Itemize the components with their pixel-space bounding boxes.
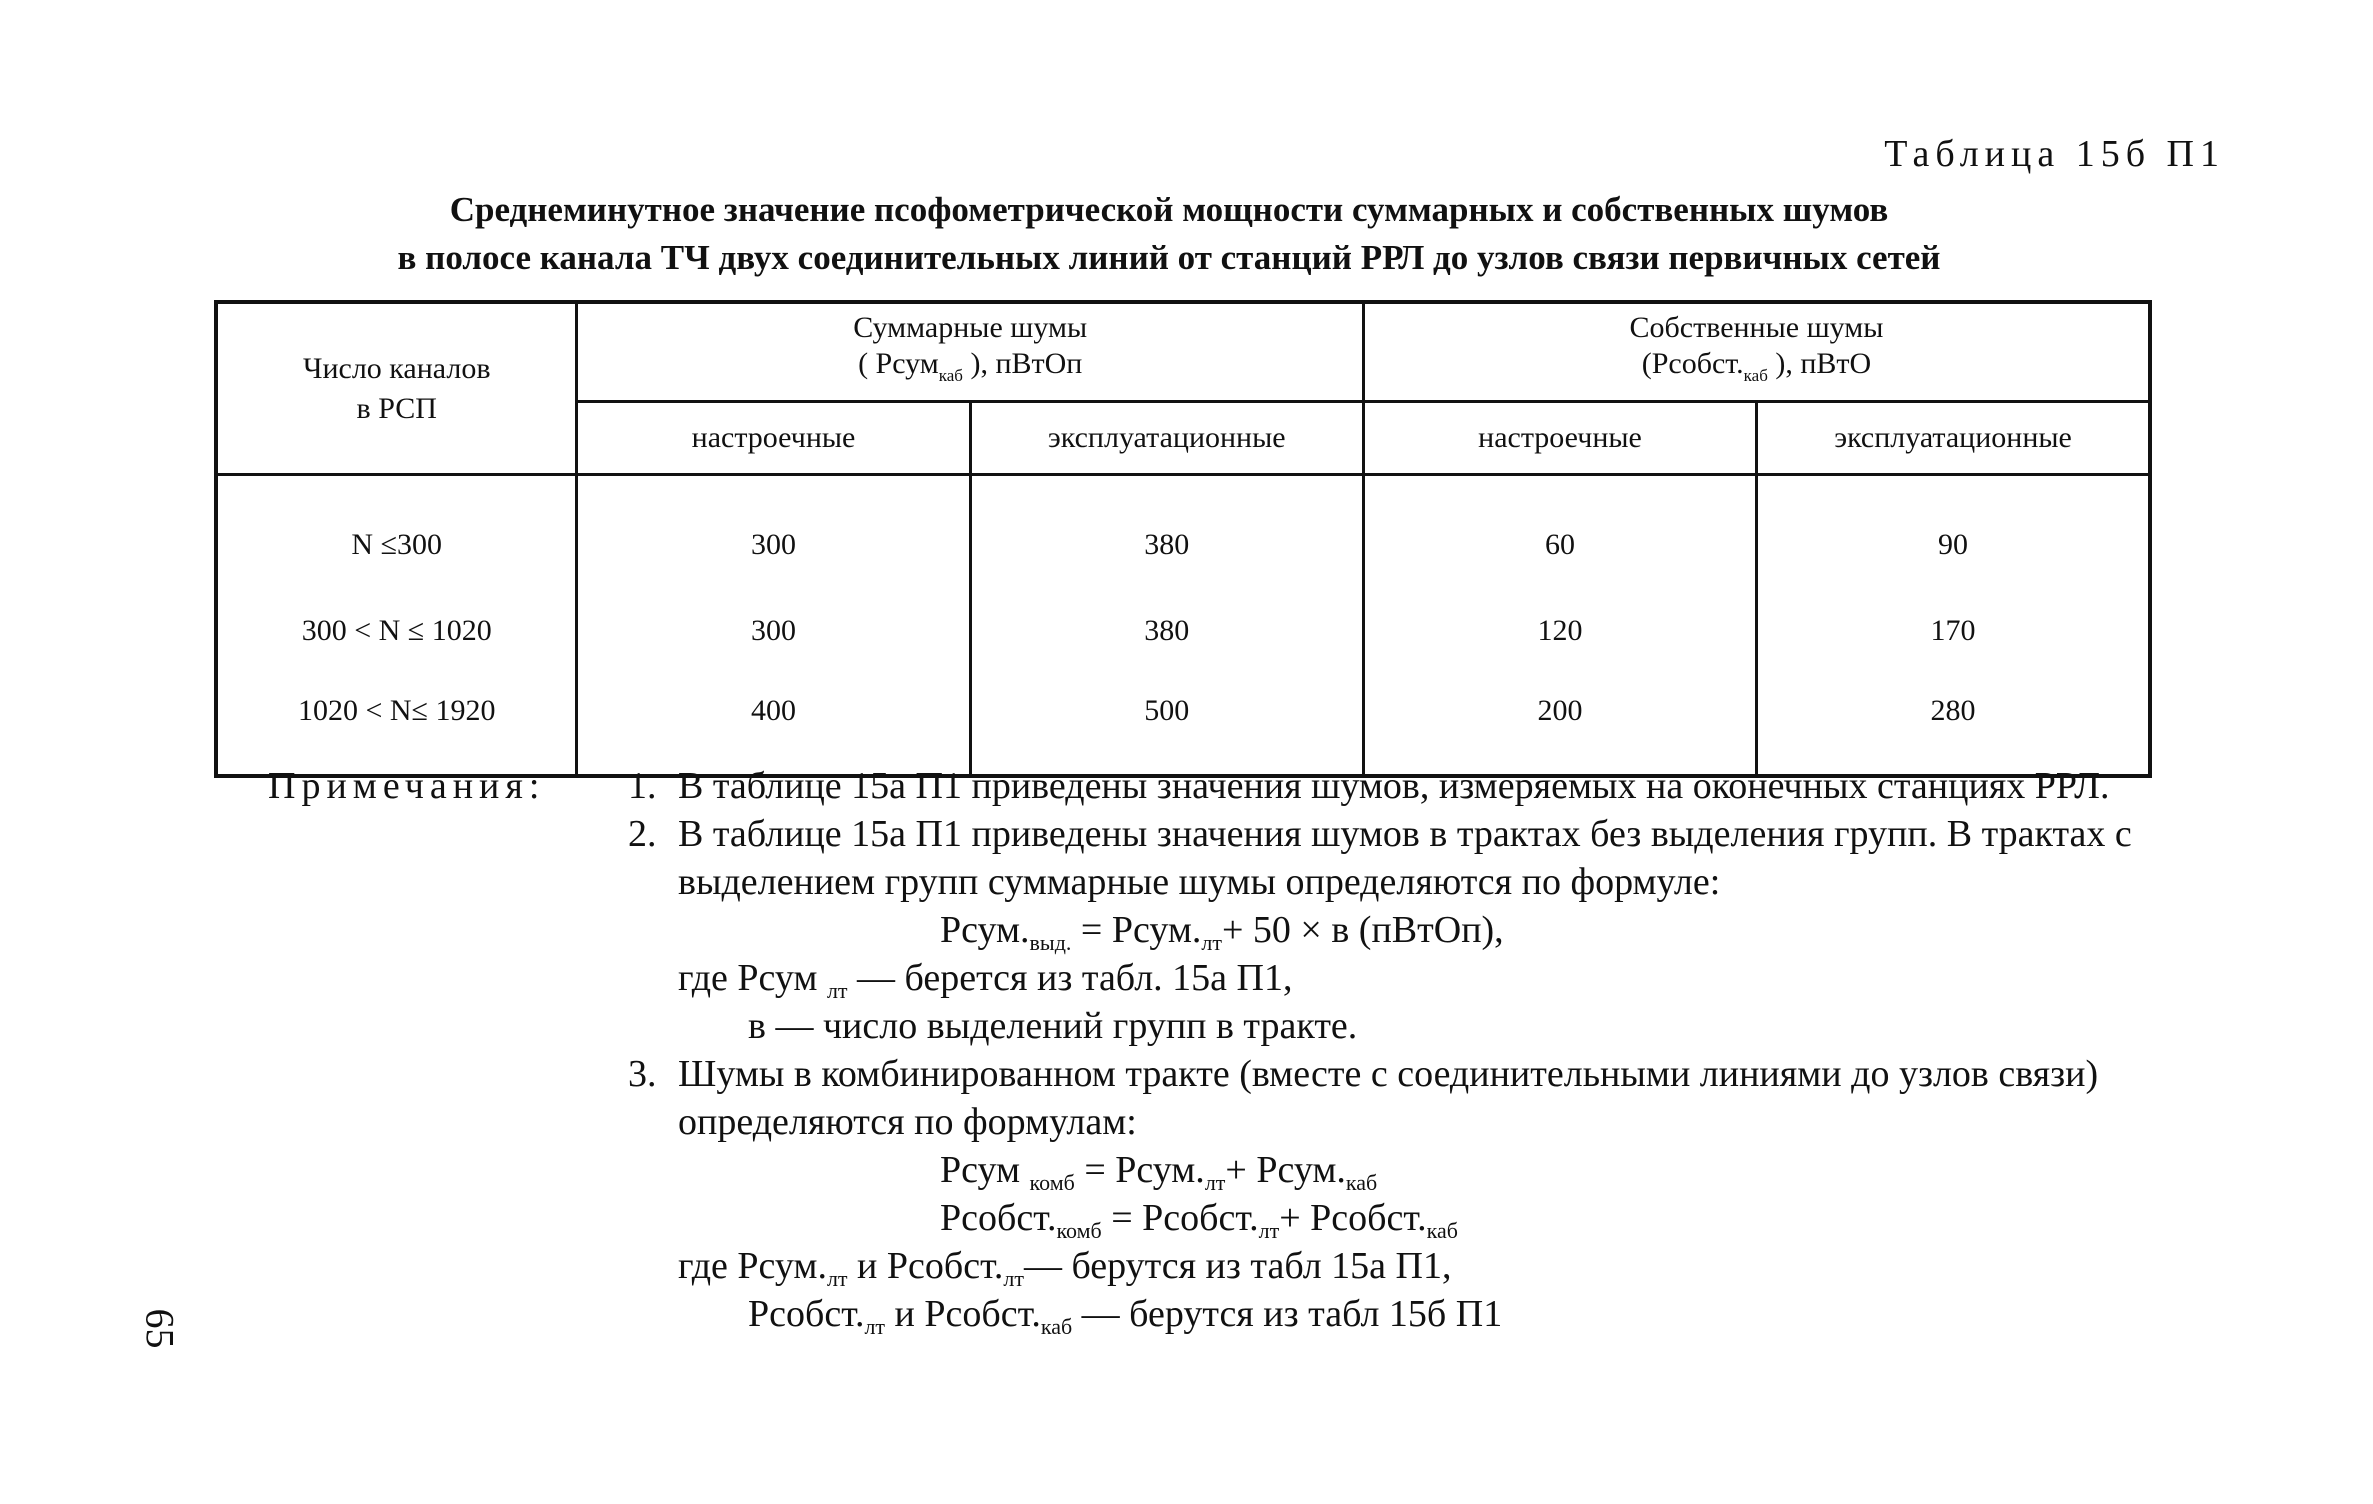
page-number: 65 (137, 1308, 183, 1349)
note-text: Шумы в комбинированном тракте (вместе с соединительными линиями до узлов связи) (678, 1053, 2099, 1095)
formula-part: + Рсум. (1225, 1149, 1346, 1191)
table-row (216, 475, 2150, 595)
total-noise-unit-post: ), пВтОп (962, 347, 1083, 380)
value-cell: 400 (577, 668, 970, 776)
formula-subscript: каб (1345, 1170, 1378, 1195)
table-header-row-1 (216, 302, 2150, 402)
own-noise-unit (1375, 346, 2138, 394)
formula-combined-total (628, 1146, 2234, 1194)
formula-subscript: выд. (1029, 930, 1072, 955)
total-noise-header (577, 302, 1364, 402)
subheader-own-operational: эксплуатационные (1757, 402, 2150, 475)
note-2-continued: выделением групп суммарные шумы определяются по формуле: (678, 861, 1721, 903)
value-cell: 300 (577, 594, 970, 668)
formula-part: — берутся из табл 15а П1, (1023, 1245, 1452, 1287)
formula-selected-groups (628, 906, 2234, 954)
note-3 (628, 1050, 2234, 1098)
value-cell: 200 (1363, 668, 1756, 776)
formula-part: — берутся из табл 15б П1 (1072, 1293, 1503, 1335)
formula-part: и Рсобст. (847, 1245, 1004, 1287)
formula-subscript: лт (826, 1266, 848, 1291)
channel-count-cell: N ≤300 (216, 475, 577, 595)
formula-subscript: комб (1056, 1218, 1102, 1243)
channel-count-cell: 300 < N ≤ 1020 (216, 594, 577, 668)
value-cell: 380 (970, 594, 1363, 668)
note-number: 3. (628, 1053, 657, 1095)
title-line-2: в полосе канала ТЧ двух соединительных линий от станций РРЛ до узлов связи первичных сетей (397, 238, 1941, 277)
own-noise-title: Собственные шумы (1629, 311, 1884, 344)
formula-subscript: комб (1029, 1170, 1075, 1195)
total-noise-unit (588, 346, 1352, 394)
value-cell: 280 (1757, 668, 2150, 776)
formula-part: + 50 × в (пВтОп), (1222, 909, 1504, 951)
subheader-own-setup: настроечные (1363, 402, 1756, 475)
value-cell: 500 (970, 668, 1363, 776)
formula-subscript: каб (1426, 1218, 1458, 1243)
value-cell: 60 (1363, 475, 1756, 595)
formula-subscript: лт (1003, 1266, 1024, 1291)
formula-combined-own (628, 1194, 2234, 1242)
formula-subscript: лт (1204, 1170, 1226, 1195)
formula-subscript: лт (864, 1314, 886, 1339)
note-text: В таблице 15а П1 приведены значения шумов, измеряемых на оконечных станциях РРЛ. (678, 765, 2110, 807)
table-title (214, 186, 2124, 282)
formula-part: + Рсобст. (1279, 1197, 1427, 1239)
own-noise-unit-post: ), пВтО (1767, 347, 1872, 380)
formula-part: Рсум (940, 1149, 1030, 1191)
note-text: В таблице 15а П1 приведены значения шумов в трактах без выделения групп. В трактах с (678, 813, 2132, 855)
channel-count-cell: 1020 < N≤ 1920 (216, 668, 577, 776)
subheader-total-operational: эксплуатационные (970, 402, 1363, 475)
where-line-1 (628, 954, 2234, 1002)
where-line-2: в — число выделений групп в тракте. (748, 1005, 1358, 1047)
formula-part: где Рсум. (678, 1245, 827, 1287)
value-cell: 90 (1757, 475, 2150, 595)
where-line-3 (628, 1242, 2234, 1290)
formula-part: = Рсум. (1074, 1149, 1205, 1191)
formula-subscript: каб (1040, 1314, 1073, 1339)
channel-count-header-line-2: в РСП (356, 391, 437, 425)
total-noise-title: Суммарные шумы (853, 311, 1088, 344)
table-row (216, 594, 2150, 668)
formula-subscript: лт (1258, 1218, 1280, 1243)
value-cell: 170 (1757, 594, 2150, 668)
note-2 (628, 810, 2234, 858)
own-noise-unit-sub: каб (1743, 366, 1768, 385)
formula-part: = Рсобст. (1101, 1197, 1259, 1239)
where-line-4 (628, 1290, 2234, 1338)
formula-part: Рсобст. (940, 1197, 1057, 1239)
title-line-1: Среднеминутное значение псофометрической мощности суммарных и собственных шумов (449, 190, 1889, 229)
subheader-total-setup: настроечные (577, 402, 970, 475)
formula-part: — берется из табл. 15а П1, (847, 957, 1293, 999)
formula-part: где Рсум (678, 957, 827, 999)
channel-count-header (216, 302, 577, 475)
value-cell: 300 (577, 475, 970, 595)
noise-table (214, 300, 2152, 778)
formula-part: = Рсум. (1071, 909, 1202, 951)
notes-block (628, 762, 2234, 1338)
table-row (216, 668, 2150, 776)
formula-part: Рсум. (940, 909, 1030, 951)
own-noise-header (1363, 302, 2150, 402)
formula-subscript: лт (826, 978, 848, 1003)
own-noise-unit-pre: (Рсобст. (1641, 347, 1744, 380)
value-cell: 380 (970, 475, 1363, 595)
note-1 (628, 762, 2234, 810)
formula-part: и Рсобст. (885, 1293, 1041, 1335)
total-noise-unit-sub: каб (938, 366, 963, 385)
formula-part: Рсобст. (748, 1293, 865, 1335)
channel-count-header-line-1: Число каналов (302, 351, 491, 385)
notes-label: Примечания: (268, 765, 546, 807)
table-label: Таблица 15б П1 (1884, 133, 2225, 175)
value-cell: 120 (1363, 594, 1756, 668)
note-number: 2. (628, 813, 657, 855)
note-number: 1. (628, 765, 657, 807)
total-noise-unit-pre: ( Рсум (858, 347, 939, 380)
formula-subscript: лт (1201, 930, 1222, 955)
note-3-continued: определяются по формулам: (678, 1101, 1137, 1143)
